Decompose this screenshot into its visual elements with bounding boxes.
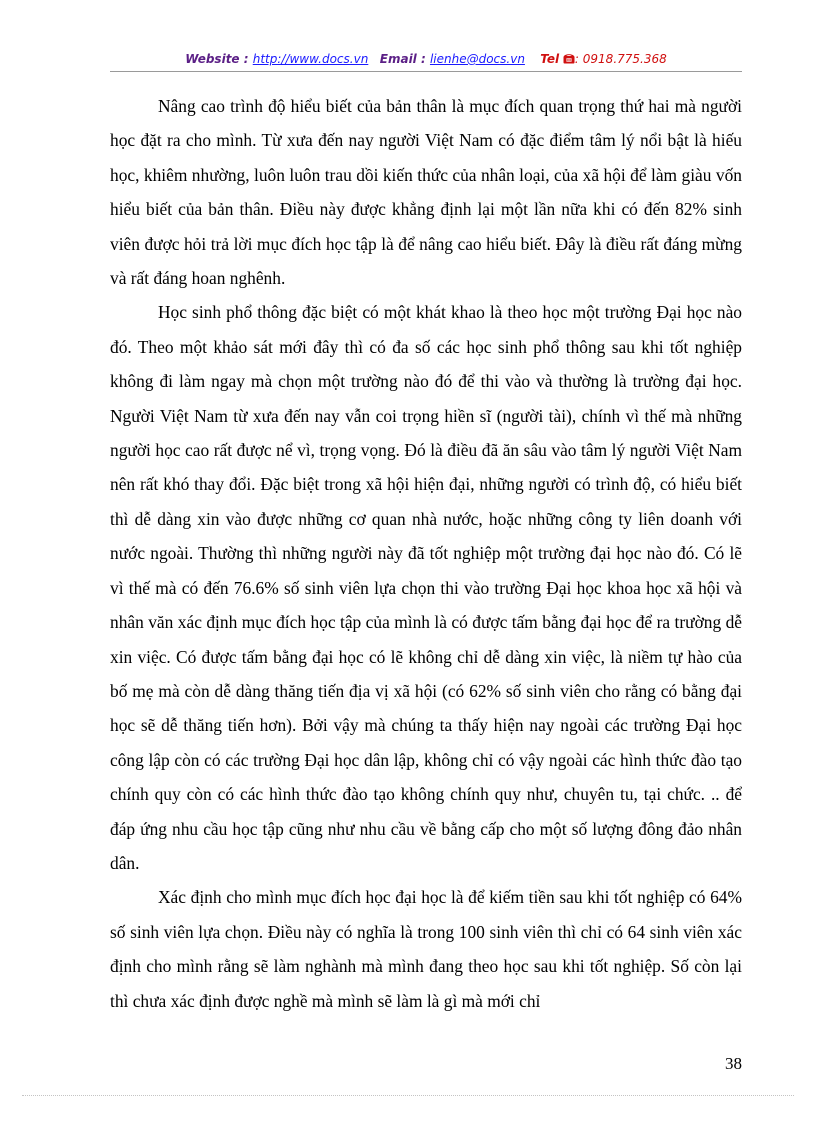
tel-number: : 0918.775.368 [574,52,667,66]
header-divider [110,71,742,72]
page-number: 38 [725,1054,742,1073]
email-link[interactable]: lienhe@docs.vn [429,52,525,66]
paragraph-1: Nâng cao trình độ hiểu biết của bản thân là mục đích quan trọng thứ hai mà người học đặt ra cho mình. Từ xưa đến nay người Việt Nam có đặc điểm tâm lý nổi bật là hiếu học, khiêm nhường, luôn luôn trau dồi kiến thức của nhân loại, của xã hội để làm giàu vốn hiểu biết của bản thân. Điều này được khẳng định lại một lần nữa khi có đến 82% sinh viên được hỏi trả lời mục đích học tập là để nâng cao hiểu biết. Đây là điều rất đáng mừng và rất đáng hoan nghênh. [110,96,742,289]
email-separator: : [416,52,430,66]
tel-group [540,52,667,66]
email-label: Email [379,52,417,66]
phone-icon [563,53,575,64]
tel-label: Tel [540,52,560,66]
website-link[interactable]: http://www.docs.vn [252,52,369,66]
footer-divider [22,1095,794,1096]
paragraph-3: Xác định cho mình mục đích học đại học là để kiếm tiền sau khi tốt nghiệp có 64% số sinh viên lựa chọn. Điều này có nghĩa là trong 100 sinh viên thì chỉ có 64 sinh viên xác định cho mình rằng sẽ làm nghành mà mình đang theo học sau khi tốt nghiệp. Số còn lại thì chưa xác định được nghề mà mình sẽ làm là gì mà mới chỉ [110,887,742,1011]
paragraph-2: Học sinh phổ thông đặc biệt có một khát khao là theo học một trường Đại học nào đó. Theo một khảo sát mới đây thì có đa số các học sinh phổ thông sau khi tốt nghiệp không đi làm ngay mà chọn một trường nào đó để thi vào và thường là trường đại học. Người Việt Nam từ xưa đến nay vẫn coi trọng hiền sĩ (người tài), chính vì thế mà những người học cao rất được nể vì, trọng vọng. Đó là điều đã ăn sâu vào tâm lý người Việt Nam nên rất khó thay đổi. Đặc biệt trong xã hội hiện đại, những người có trình độ, có hiểu biết thì dễ dàng xin vào được những cơ quan nhà nước, hoặc những công ty liên doanh với nước ngoài. Thường thì những người này đã tốt nghiệp một trường đại học nào đó. Có lẽ vì thế mà có đến 76.6% số sinh viên lựa chọn thi vào trường Đại học khoa học xã hội và nhân văn xác định mục đích học tập của mình là có được tấm bằng đại học để ra trường dễ xin việc. Có được tấm bằng đại học có lẽ không chỉ dễ dàng xin việc, là niềm tự hào của bố mẹ mà còn dễ dàng thăng tiến địa vị xã hội (có 62% số sinh viên cho rằng có bằng đại học sẽ dễ thăng tiến hơn). Bởi vậy mà chúng ta thấy hiện nay ngoài các trường Đại học công lập còn có các trường Đại học dân lập, không chỉ có vậy ngoài các hình thức đào tạo chính quy còn có các hình thức đào tạo không chính quy như, chuyên tu, tại chức. .. để đáp ứng nhu cầu học tập cũng như nhu cầu về bằng cấp cho một số lượng đông đảo nhân dân. [110,302,742,873]
website-separator: : [239,52,253,66]
document-body [110,89,742,1018]
website-label: Website [185,52,240,66]
page-header [110,50,742,68]
